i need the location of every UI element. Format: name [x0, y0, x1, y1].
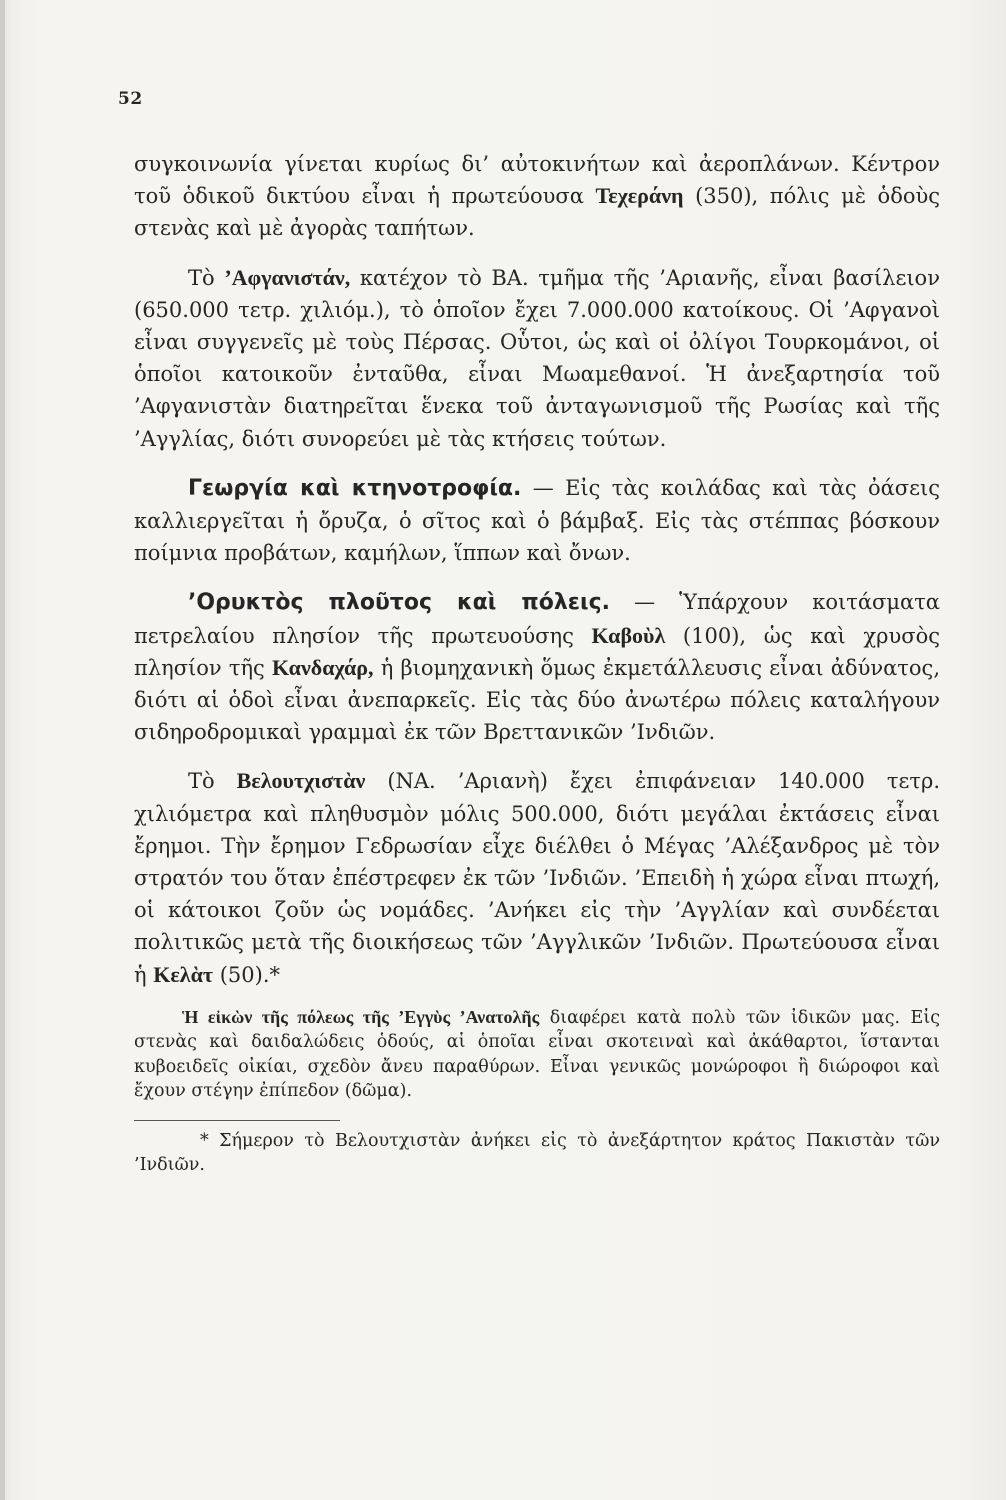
paragraph-text: (ΝΑ. ’Αριανὴ) ἔχει ἐπιφάνειαν 140.000 τετρ. χιλιόμετρα καὶ πληθυσμὸν μόλις 500.000, διότι μεγάλαι ἐκτάσεις εἶναι ἔρημοι. Τὴν ἔρημον Γεδρωσίαν εἶχε διέλθει ὁ Μέγας ’Αλέξανδρος μὲ τὸν στρατόν του ὅταν ἐπέστρεφεν ἐκ τῶν ’Ινδιῶν. ’Επειδὴ ἡ χώρα εἶναι πτωχή, οἱ κάτοικοι ζοῦν ὡς νομάδες. ’Ανήκει εἰς τὴν ’Αγγλίαν καὶ συνδέεται πολιτικῶς μετὰ τῆς διοικήσεως τῶν ’Αγγλικῶν ’Ινδιῶν. Πρωτεύουσα εἶναι ἡ	[134, 769, 940, 987]
paragraph-minerals-cities	[134, 586, 940, 748]
note-text: διαφέρει κατὰ πολὺ τῶν ἰδικῶν μας. Εἰς στενὰς καὶ δαιδαλώδεις ὁδούς, αἱ ὁποῖαι εἶναι σκοτειναὶ καὶ ἀκάθαρτοι, ἵστανται κυβοειδεῖς οἰκίαι, σχεδὸν ἄνευ παραθύρων. Εἶναι γενικῶς μονώροφοι ἢ διώροφοι καὶ ἔχουν στέγην ἐπίπεδον (δῶμα).	[134, 1007, 940, 1102]
page-binding-edge	[0, 0, 5, 1500]
note-eastern-city	[134, 1005, 940, 1104]
city-name-kabul: Καβοὺλ	[591, 622, 666, 648]
paragraph-text: — Εἰς τὰς κοιλάδας καὶ τὰς ὀάσεις καλλιεργεῖται ἡ ὄρυζα, ὁ σῖτος καὶ ὁ βάμβαξ. Εἰς τὰς στέππας βόσκουν ποίμνια προβάτων, καμήλων, ἵππων καὶ ὄνων.	[134, 475, 940, 566]
page-number: 52	[118, 89, 143, 109]
city-name-kandahar: Κανδαχάρ,	[271, 654, 374, 680]
paragraph-text: (50).*	[219, 962, 281, 987]
paragraph-text: Τὸ	[188, 265, 215, 290]
section-heading-minerals: ’Ορυκτὸς πλοῦτος καὶ πόλεις.	[188, 590, 611, 616]
paragraph-agriculture	[134, 472, 940, 570]
paragraph-text: ἡ βιομηχανικὴ ὅμως ἐκμετάλλευσις εἶναι ἀδύνατος, διότι αἱ ὁδοὶ εἶναι ἀνεπαρκεῖς. Εἰς τὰς δύο ἀνωτέρω πόλεις καταλήγουν σιδηροδρομικαὶ γραμμαὶ ἐκ τῶν Βρεττανικῶν ’Ινδιῶν.	[134, 655, 940, 745]
country-name-baluchistan: Βελουτχιστὰν	[236, 768, 366, 794]
city-name-kelat: Κελὰτ	[153, 961, 214, 987]
paragraph-afghanistan	[134, 262, 940, 455]
paragraph-baluchistan	[134, 765, 940, 990]
paragraph-text: — Ὑπάρχουν κοιτάσματα πετρελαίου πλησίον τῆς πρωτευούσης	[134, 590, 940, 648]
section-heading-agriculture: Γεωργία καὶ κτηνοτροφία.	[188, 475, 522, 501]
paragraph-text: (100), ὡς καὶ χρυσὸς πλησίον τῆς	[134, 623, 940, 680]
note-lead: Ἡ εἰκὼν τῆς πόλεως τῆς ’Εγγὺς ’Ανατολῆς	[182, 1006, 540, 1027]
footnote-divider	[134, 1120, 340, 1121]
paragraph-text: (350), πόλις μὲ ὁδοὺς στενὰς καὶ μὲ ἀγορὰς ταπήτων.	[134, 184, 941, 241]
footnote: * Σήμερον τὸ Βελουτχιστὰν ἀνήκει εἰς τὸ ἀνεξάρτητον κράτος Πακιστὰν τῶν ’Ινδιῶν.	[134, 1130, 940, 1176]
paragraph-text: Τὸ	[188, 769, 215, 794]
paragraph-text: κατέχον τὸ ΒΑ. τμῆμα τῆς ’Αριανῆς, εἶναι βασίλειον (650.000 τετρ. χιλιόμ.), τὸ ὁποῖον ἔχει 7.000.000 κατοίκους. Οἱ ’Αφγανοὶ εἶναι συγγενεῖς μὲ τοὺς Πέρσας. Οὗτοι, ὡς καὶ οἱ ὀλίγοι Τουρκομάνοι, οἱ ὁποῖοι κατοικοῦν ἐνταῦθα, εἶναι Μωαμεθανοί. Ἡ ἀνεξαρτησία τοῦ ’Αφγανιστὰν διατηρεῖται ἕνεκα τοῦ ἀνταγωνισμοῦ τῆς Ρωσίας καὶ τῆς ’Αγγλίας, διότι συνορεύει μὲ τὰς κτήσεις τούτων.	[134, 265, 940, 451]
country-name-afghanistan: ’Αφγανιστάν,	[224, 264, 351, 290]
city-name-tehran: Τεχεράνη	[595, 183, 684, 209]
paragraph-persia-transport	[134, 148, 940, 245]
page-body	[134, 148, 940, 1178]
paragraph-text: συγκοινωνία γίνεται κυρίως δι’ αὐτοκινήτων καὶ ἀεροπλάνων. Κέντρον τοῦ ὁδικοῦ δικτύου εἶναι ἡ πρωτεύουσα	[134, 152, 940, 209]
